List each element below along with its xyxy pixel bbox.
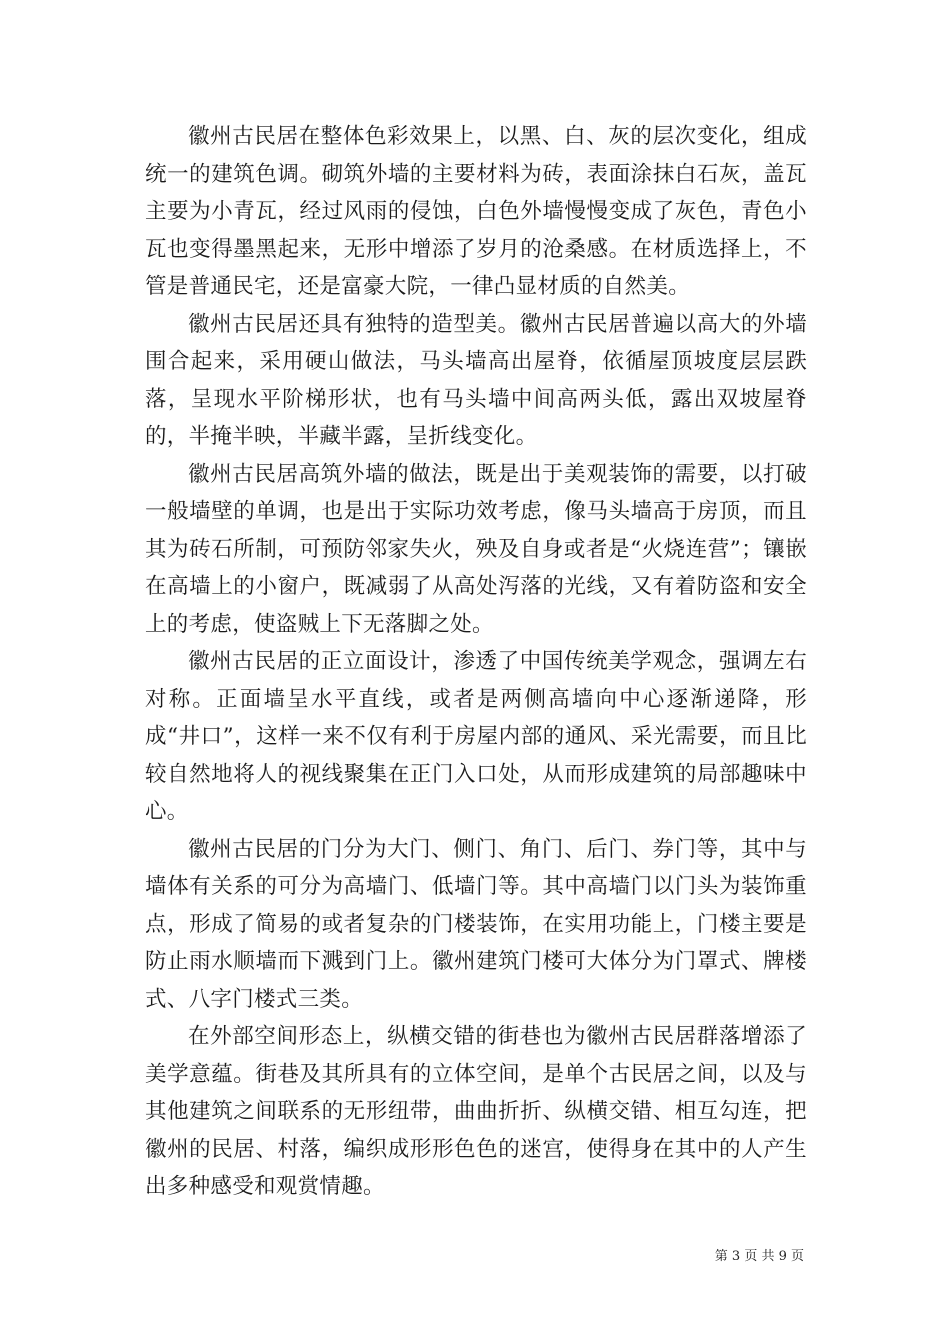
paragraph-walls: 徽州古民居高筑外墙的做法，既是出于美观装饰的需要，以打破一般墙壁的单调，也是出于实际功效考虑，像马头墙高于房顶，而且其为砖石所制，可预防邻家失火，殃及自身或者是“火烧连营”；镶嵌在高墙上的小窗户，既减弱了从高处泻落的光线，又有着防盗和安全上的考虑，使盗贼上下无落脚之处。 [145, 461, 807, 637]
paragraph-gates: 徽州古民居的门分为大门、侧门、角门、后门、券门等，其中与墙体有关系的可分为高墙门、低墙门等。其中高墙门以门头为装饰重点，形成了简易的或者复杂的门楼装饰，在实用功能上，门楼主要是防止雨水顺墙而下溅到门上。徽州建筑门楼可大体分为门罩式、牌楼式、八字门楼式三类。 [145, 836, 807, 1012]
document-body [145, 118, 807, 1206]
paragraph-streets: 在外部空间形态上，纵横交错的街巷也为徽州古民居群落增添了美学意蕴。街巷及其所具有的立体空间，是单个古民居之间，以及与其他建筑之间联系的无形纽带，曲曲折折、纵横交错、相互勾连，把徽州的民居、村落，编织成形形色色的迷宫，使得身在其中的人产生出多种感受和观赏情趣。 [145, 1024, 807, 1199]
paragraph-shape: 徽州古民居还具有独特的造型美。徽州古民居普遍以高大的外墙围合起来，采用硬山做法，马头墙高出屋脊，依循屋顶坡度层层跌落，呈现水平阶梯形状，也有马头墙中间高两头低，露出双坡屋脊的，半掩半映，半藏半露，呈折线变化。 [145, 311, 807, 449]
page-number-footer: 第 3 页 共 9 页 [714, 1249, 804, 1264]
paragraph-color: 徽州古民居在整体色彩效果上，以黑、白、灰的层次变化，组成统一的建筑色调。砌筑外墙的主要材料为砖，表面涂抹白石灰，盖瓦主要为小青瓦，经过风雨的侵蚀，白色外墙慢慢变成了灰色，青色小瓦也变得墨黑起来，无形中增添了岁月的沧桑感。在材质选择上，不管是普通民宅，还是富豪大院，一律凸显材质的自然美。 [145, 124, 807, 299]
paragraph-facade: 徽州古民居的正立面设计，渗透了中国传统美学观念，强调左右对称。正面墙呈水平直线，或者是两侧高墙向中心逐渐递降，形成“井口”，这样一来不仅有利于房屋内部的通风、采光需要，而且比较自然地将人的视线聚集在正门入口处，从而形成建筑的局部趣味中心。 [145, 649, 807, 824]
